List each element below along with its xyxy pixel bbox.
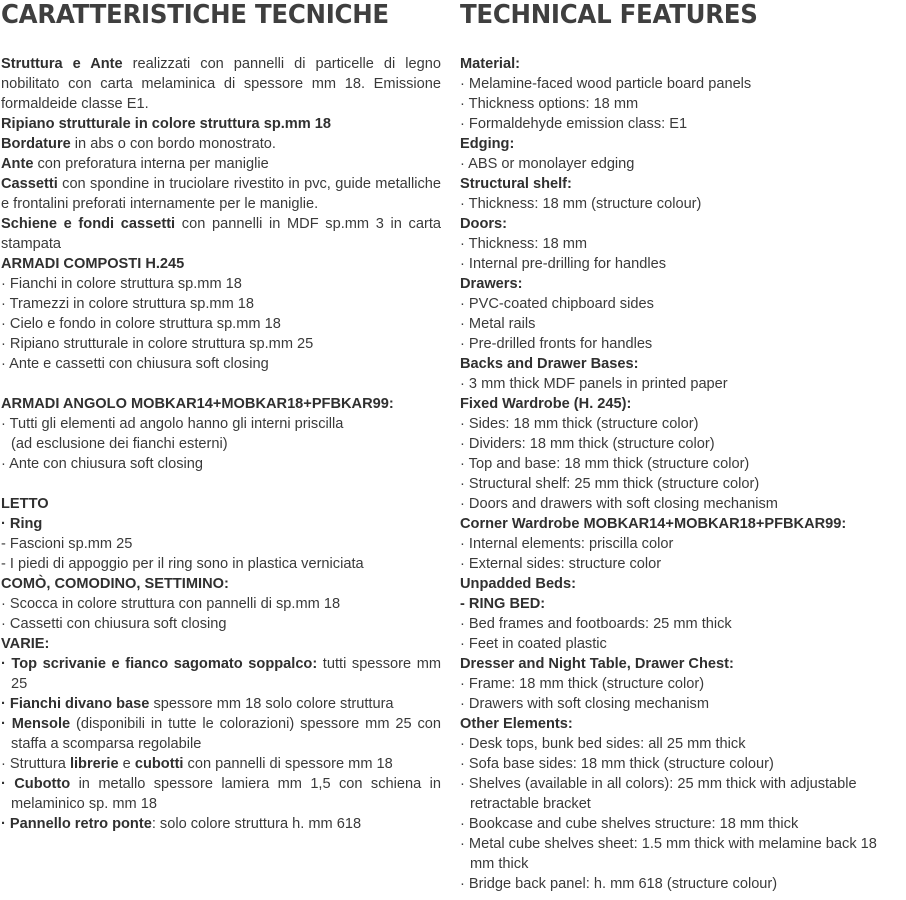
italian-body [1,54,441,834]
varie-heading: VARIE: [1,636,50,652]
cassetti-paragraph: Cassetti con spondine in truciolare rivestito in pvc, guide metalliche e frontalini preforati internamente per le maniglie. [1,176,441,212]
list-item: · Formaldehyde emission class: E1 [460,116,688,132]
list-item: · Sofa base sides: 18 mm thick (structure colour) [460,756,774,772]
list-item: · Doors and drawers with soft closing mechanism [460,496,778,512]
letto-heading: LETTO [1,496,49,512]
section-heading: Edging: [460,136,515,152]
list-item: · Top scrivanie e fianco sagomato soppalco: tutti spessore mm 25 [1,656,442,692]
english-body [460,54,904,894]
section-heading: - RING BED: [460,596,546,612]
list-item: · External sides: structure color [460,556,662,572]
list-item: · Ante con chiusura soft closing [1,456,203,472]
italian-column [1,0,442,832]
list-item: · Frame: 18 mm thick (structure color) [460,676,705,692]
angolo-heading: ARMADI ANGOLO MOBKAR14+MOBKAR18+PFBKAR99: [1,396,394,412]
list-item: - Fascioni sp.mm 25 [1,536,133,552]
como-heading: COMÒ, COMODINO, SETTIMINO: [1,576,229,592]
list-item: · Ante e cassetti con chiusura soft closing [1,356,269,372]
list-item: · Internal elements: priscilla color [460,536,674,552]
list-item: · Desk tops, bunk bed sides: all 25 mm thick [460,736,746,752]
spacer [1,374,441,394]
section-heading: Corner Wardrobe MOBKAR14+MOBKAR18+PFBKAR99: [460,516,847,532]
list-item: · Pre-drilled fronts for handles [460,336,653,352]
list-item: - I piedi di appoggio per il ring sono in plastica verniciata [1,556,364,572]
list-item: · Cielo e fondo in colore struttura sp.mm 18 [1,316,281,332]
list-item: · 3 mm thick MDF panels in printed paper [460,376,728,392]
list-item: · Shelves (available in all colors): 25 mm thick with adjustable retractable bracket [460,776,857,812]
ante-line: Ante con preforatura interna per maniglie [1,156,269,172]
list-item: · Thickness options: 18 mm [460,96,639,112]
list-item: · Cassetti con chiusura soft closing [1,616,227,632]
list-item: · Cubotto in metallo spessore lamiera mm 1,5 con schiena in melaminico sp. mm 18 [1,776,441,812]
section-heading: Backs and Drawer Bases: [460,356,639,372]
list-item: · ABS or monolayer edging [460,156,635,172]
list-item: · Metal cube shelves sheet: 1.5 mm thick with melamine back 18 mm thick [460,836,877,872]
italian-title: CARATTERISTICHE TECNICHE [1,0,389,30]
list-item: · Fianchi in colore struttura sp.mm 18 [1,276,242,292]
list-item: · Struttura librerie e cubotti con pannelli di spessore mm 18 [1,756,393,772]
section-heading: Drawers: [460,276,523,292]
list-item: · Thickness: 18 mm [460,236,588,252]
list-item: · Tramezzi in colore struttura sp.mm 18 [1,296,255,312]
list-item: · Top and base: 18 mm thick (structure color) [460,456,750,472]
section-heading: Fixed Wardrobe (H. 245): [460,396,632,412]
list-item: · Sides: 18 mm thick (structure color) [460,416,699,432]
english-column [460,0,904,892]
list-item: · Structural shelf: 25 mm thick (structure color) [460,476,760,492]
ripiano-line: Ripiano strutturale in colore struttura sp.mm 18 [1,116,332,132]
list-item: · Scocca in colore struttura con pannelli di sp.mm 18 [1,596,341,612]
section-heading: Other Elements: [460,716,573,732]
list-item: · Tutti gli elementi ad angolo hanno gli interni priscilla [1,416,344,432]
section-heading: Dresser and Night Table, Drawer Chest: [460,656,734,672]
list-item: · Dividers: 18 mm thick (structure color) [460,436,715,452]
list-item: · Bridge back panel: h. mm 618 (structure colour) [460,876,778,892]
struttura-paragraph: Struttura e Ante realizzati con pannelli di particelle di legno nobilitato con carta melaminica di spessore mm 18. Emissione formaldeide classe E1. [1,56,441,112]
armadi-heading: ARMADI COMPOSTI H.245 [1,256,185,272]
list-item-continuation: (ad esclusione dei fianchi esterni) [11,436,228,452]
list-item: · PVC-coated chipboard sides [460,296,654,312]
bordature-line: Bordature in abs o con bordo monostrato. [1,136,276,152]
list-item: · Ripiano strutturale in colore struttura sp.mm 25 [1,336,314,352]
section-heading: Structural shelf: [460,176,572,192]
list-item: · Thickness: 18 mm (structure colour) [460,196,702,212]
section-heading: Doors: [460,216,508,232]
section-heading: Material: [460,56,521,72]
section-heading: Unpadded Beds: [460,576,576,592]
list-item: · Bed frames and footboards: 25 mm thick [460,616,732,632]
english-title: TECHNICAL FEATURES [460,0,758,30]
list-item: · Fianchi divano base spessore mm 18 solo colore struttura [1,696,394,712]
ring-subheading: · Ring [1,516,43,532]
schiene-paragraph: Schiene e fondi cassetti con pannelli in MDF sp.mm 3 in carta stampata [1,216,442,252]
list-item: · Pannello retro ponte: solo colore struttura h. mm 618 [1,816,362,832]
spacer [1,474,441,494]
list-item: · Bookcase and cube shelves structure: 18 mm thick [460,816,799,832]
list-item: · Metal rails [460,316,536,332]
list-item: · Drawers with soft closing mechanism [460,696,709,712]
list-item: · Mensole (disponibili in tutte le colorazioni) spessore mm 25 con staffa a scomparsa regolabile [1,716,442,752]
list-item: · Feet in coated plastic [460,636,607,652]
list-item: · Internal pre-drilling for handles [460,256,667,272]
list-item: · Melamine-faced wood particle board panels [460,76,752,92]
